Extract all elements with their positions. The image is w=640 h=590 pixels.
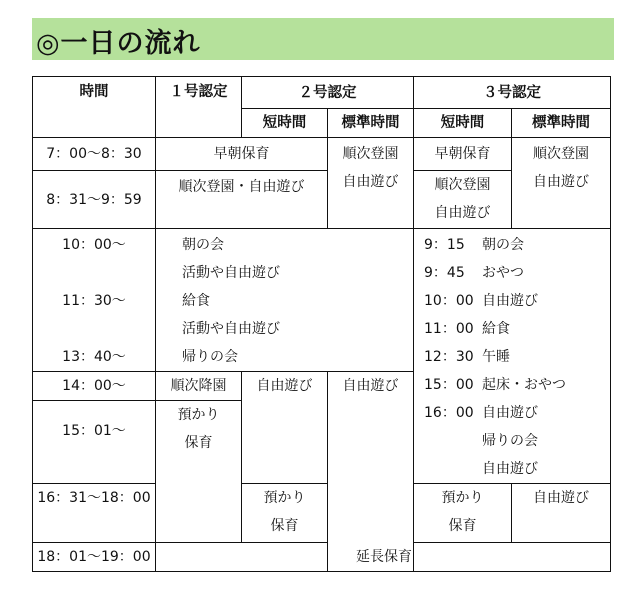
schedule-row (33, 138, 611, 171)
title-banner (32, 18, 614, 60)
page-title: ◎一日の流れ (36, 28, 201, 59)
time-cell-1501: 15：01〜 (33, 401, 156, 484)
time-cell: 18：01〜19：00 (33, 543, 156, 572)
schedule-row (33, 484, 611, 543)
schedule-row (33, 229, 611, 372)
time-cell: 16：31〜18：00 (33, 484, 156, 543)
staggered-departure-cell: 順次降園 (156, 372, 242, 401)
cert3-short-azukari-cell: 預かり 保育 (414, 484, 512, 543)
schedule-row (33, 543, 611, 572)
early-care-cell: 早朝保育 (156, 138, 328, 171)
time-header: 時間 (33, 77, 156, 138)
cert3-early-care-cell: 早朝保育 (414, 138, 512, 171)
cert3-activities-cell: 9：15 朝の会 9：45 おやつ 10：00 自由遊び 11：00 給食 12：30 午睡 15：00 起床・おやつ 16：00 自由遊び 帰りの会 自由遊び (414, 229, 611, 484)
cert2-short-azukari-cell: 預かり 保育 (242, 484, 328, 543)
activity-item: 帰りの会 (182, 349, 238, 365)
cert2-header: ２号認定 (242, 77, 414, 109)
cert2-short-header: 短時間 (242, 109, 328, 138)
cert1-header: １号認定 (156, 77, 242, 138)
cert2-short-free-play-cell: 自由遊び (242, 372, 328, 484)
time-cell-midday: 10：00〜 11：30〜 13：40〜 (33, 229, 156, 372)
cert2-standard-free-play-cell: 自由遊び (328, 372, 414, 572)
cert1-azukari-cell: 預かり 保育 (156, 401, 242, 543)
cert2-standard-header: 標準時間 (328, 109, 414, 138)
cert12-activities-cell (156, 229, 414, 372)
cert3-standard-header: 標準時間 (512, 109, 611, 138)
time-cell: 14：00〜 (33, 372, 156, 401)
daily-schedule-table (32, 76, 611, 572)
cert3-short-header: 短時間 (414, 109, 512, 138)
cert2-standard-morning-cell: 順次登園 自由遊び (328, 138, 414, 229)
arrival-free-play-cell: 順次登園・自由遊び (156, 171, 328, 229)
extended-care-filler (414, 543, 611, 572)
activity-item: 活動や自由遊び (182, 321, 280, 337)
time-cell: 7：00〜8：30 (33, 138, 156, 171)
header-row (33, 77, 611, 109)
activity-item: 朝の会 (182, 237, 224, 253)
time-cell: 8：31〜9：59 (33, 171, 156, 229)
extended-care-cell: 延長保育 (156, 543, 328, 572)
cert3-short-morning-cell: 順次登園 自由遊び (414, 171, 512, 229)
activity-item: 活動や自由遊び (182, 265, 280, 281)
cert3-standard-morning-cell: 順次登園 自由遊び (512, 138, 611, 229)
activity-item: 給食 (182, 293, 210, 309)
cert3-standard-free-play-cell: 自由遊び (512, 484, 611, 543)
cert3-header: ３号認定 (414, 77, 611, 109)
